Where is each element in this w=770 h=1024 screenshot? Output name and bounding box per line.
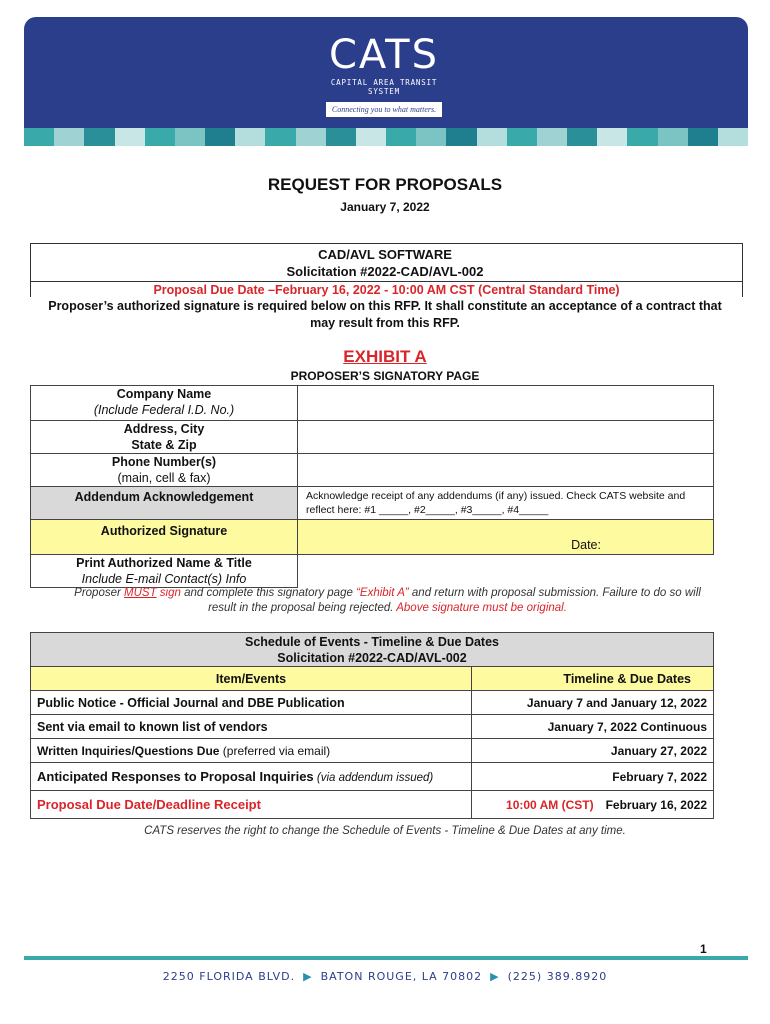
company-name-label: Company Name (Include Federal I.D. No.) xyxy=(31,386,298,421)
reserve-note: CATS reserves the right to change the Schedule of Events - Timeline & Due Dates at any time. xyxy=(144,825,626,837)
print-name-label: Print Authorized Name & Title Include E-mail Contact(s) Info xyxy=(31,555,298,588)
phone-label: Phone Number(s) (main, cell & fax) xyxy=(31,454,298,487)
signatory-table xyxy=(30,385,714,588)
footer-address: 2250 FLORIDA BLVD. ▶ BATON ROUGE, LA 70802 ▶ (225) 389.8920 xyxy=(162,970,608,983)
arrow-right-icon: ▶ xyxy=(490,970,500,983)
schedule-header: Schedule of Events - Timeline & Due Dates Solicitation #2022-CAD/AVL-002 xyxy=(31,633,714,667)
company-name-field[interactable] xyxy=(298,386,714,421)
logo-subtitle: CAPITAL AREA TRANSIT SYSTEM xyxy=(330,78,438,96)
table-row: Written Inquiries/Questions Due (preferred via email) January 27, 2022 xyxy=(31,739,714,763)
addendum-field[interactable]: Acknowledge receipt of any addendums (if any) issued. Check CATS website and reflect here: #1 _____, #2_____, #3_____, #4_____ xyxy=(298,487,714,520)
table-row: Public Notice - Official Journal and DBE Publication January 7 and January 12, 2022 xyxy=(31,691,714,715)
logo-wordmark: CATS xyxy=(328,32,439,78)
logo-tagline: Connecting you to what matters. xyxy=(326,102,442,117)
schedule-table xyxy=(30,632,714,819)
addendum-label: Addendum Acknowledgement xyxy=(31,487,298,520)
solicitation-subject: CAD/AVL SOFTWARE xyxy=(318,247,452,262)
signature-instructions: Proposer MUST sign and complete this signatory page “Exhibit A” and return with proposal submission. Failure to do so will result in the proposal being rejected. Above signature must be original. xyxy=(74,587,701,614)
page-title: REQUEST FOR PROPOSALS xyxy=(267,175,503,194)
address-label: Address, City State & Zip xyxy=(31,421,298,454)
solicitation-number: Solicitation #2022-CAD/AVL-002 xyxy=(286,264,484,279)
table-row: Proposal Due Date/Deadline Receipt 10:00 AM (CST) February 16, 2022 xyxy=(31,791,714,819)
cats-logo xyxy=(318,34,450,114)
issue-date: January 7, 2022 xyxy=(340,200,430,214)
page-number: 1 xyxy=(700,942,707,956)
table-row: Sent via email to known list of vendors January 7, 2022 Continuous xyxy=(31,715,714,739)
date-label: Date: xyxy=(571,538,601,552)
exhibit-subtitle: PROPOSER’S SIGNATORY PAGE xyxy=(290,369,480,383)
signature-field[interactable] xyxy=(298,520,714,555)
signature-requirement: Proposer’s authorized signature is required below on this RFP. It shall constitute an acceptance of a contract that may result from this RFP. xyxy=(48,299,722,330)
exhibit-title: EXHIBIT A xyxy=(343,347,427,366)
address-field[interactable] xyxy=(298,421,714,454)
footer-line xyxy=(24,956,748,960)
signature-label: Authorized Signature xyxy=(31,520,298,555)
col-date-header: Timeline & Due Dates xyxy=(472,667,714,691)
print-name-field[interactable] xyxy=(298,555,714,588)
header-stripe xyxy=(24,128,748,146)
col-item-header: Item/Events xyxy=(31,667,472,691)
phone-field[interactable] xyxy=(298,454,714,487)
proposal-due-date: Proposal Due Date –February 16, 2022 - 10:00 AM CST (Central Standard Time) xyxy=(30,281,743,297)
table-row: Anticipated Responses to Proposal Inquiries (via addendum issued) February 7, 2022 xyxy=(31,763,714,791)
arrow-right-icon: ▶ xyxy=(303,970,313,983)
